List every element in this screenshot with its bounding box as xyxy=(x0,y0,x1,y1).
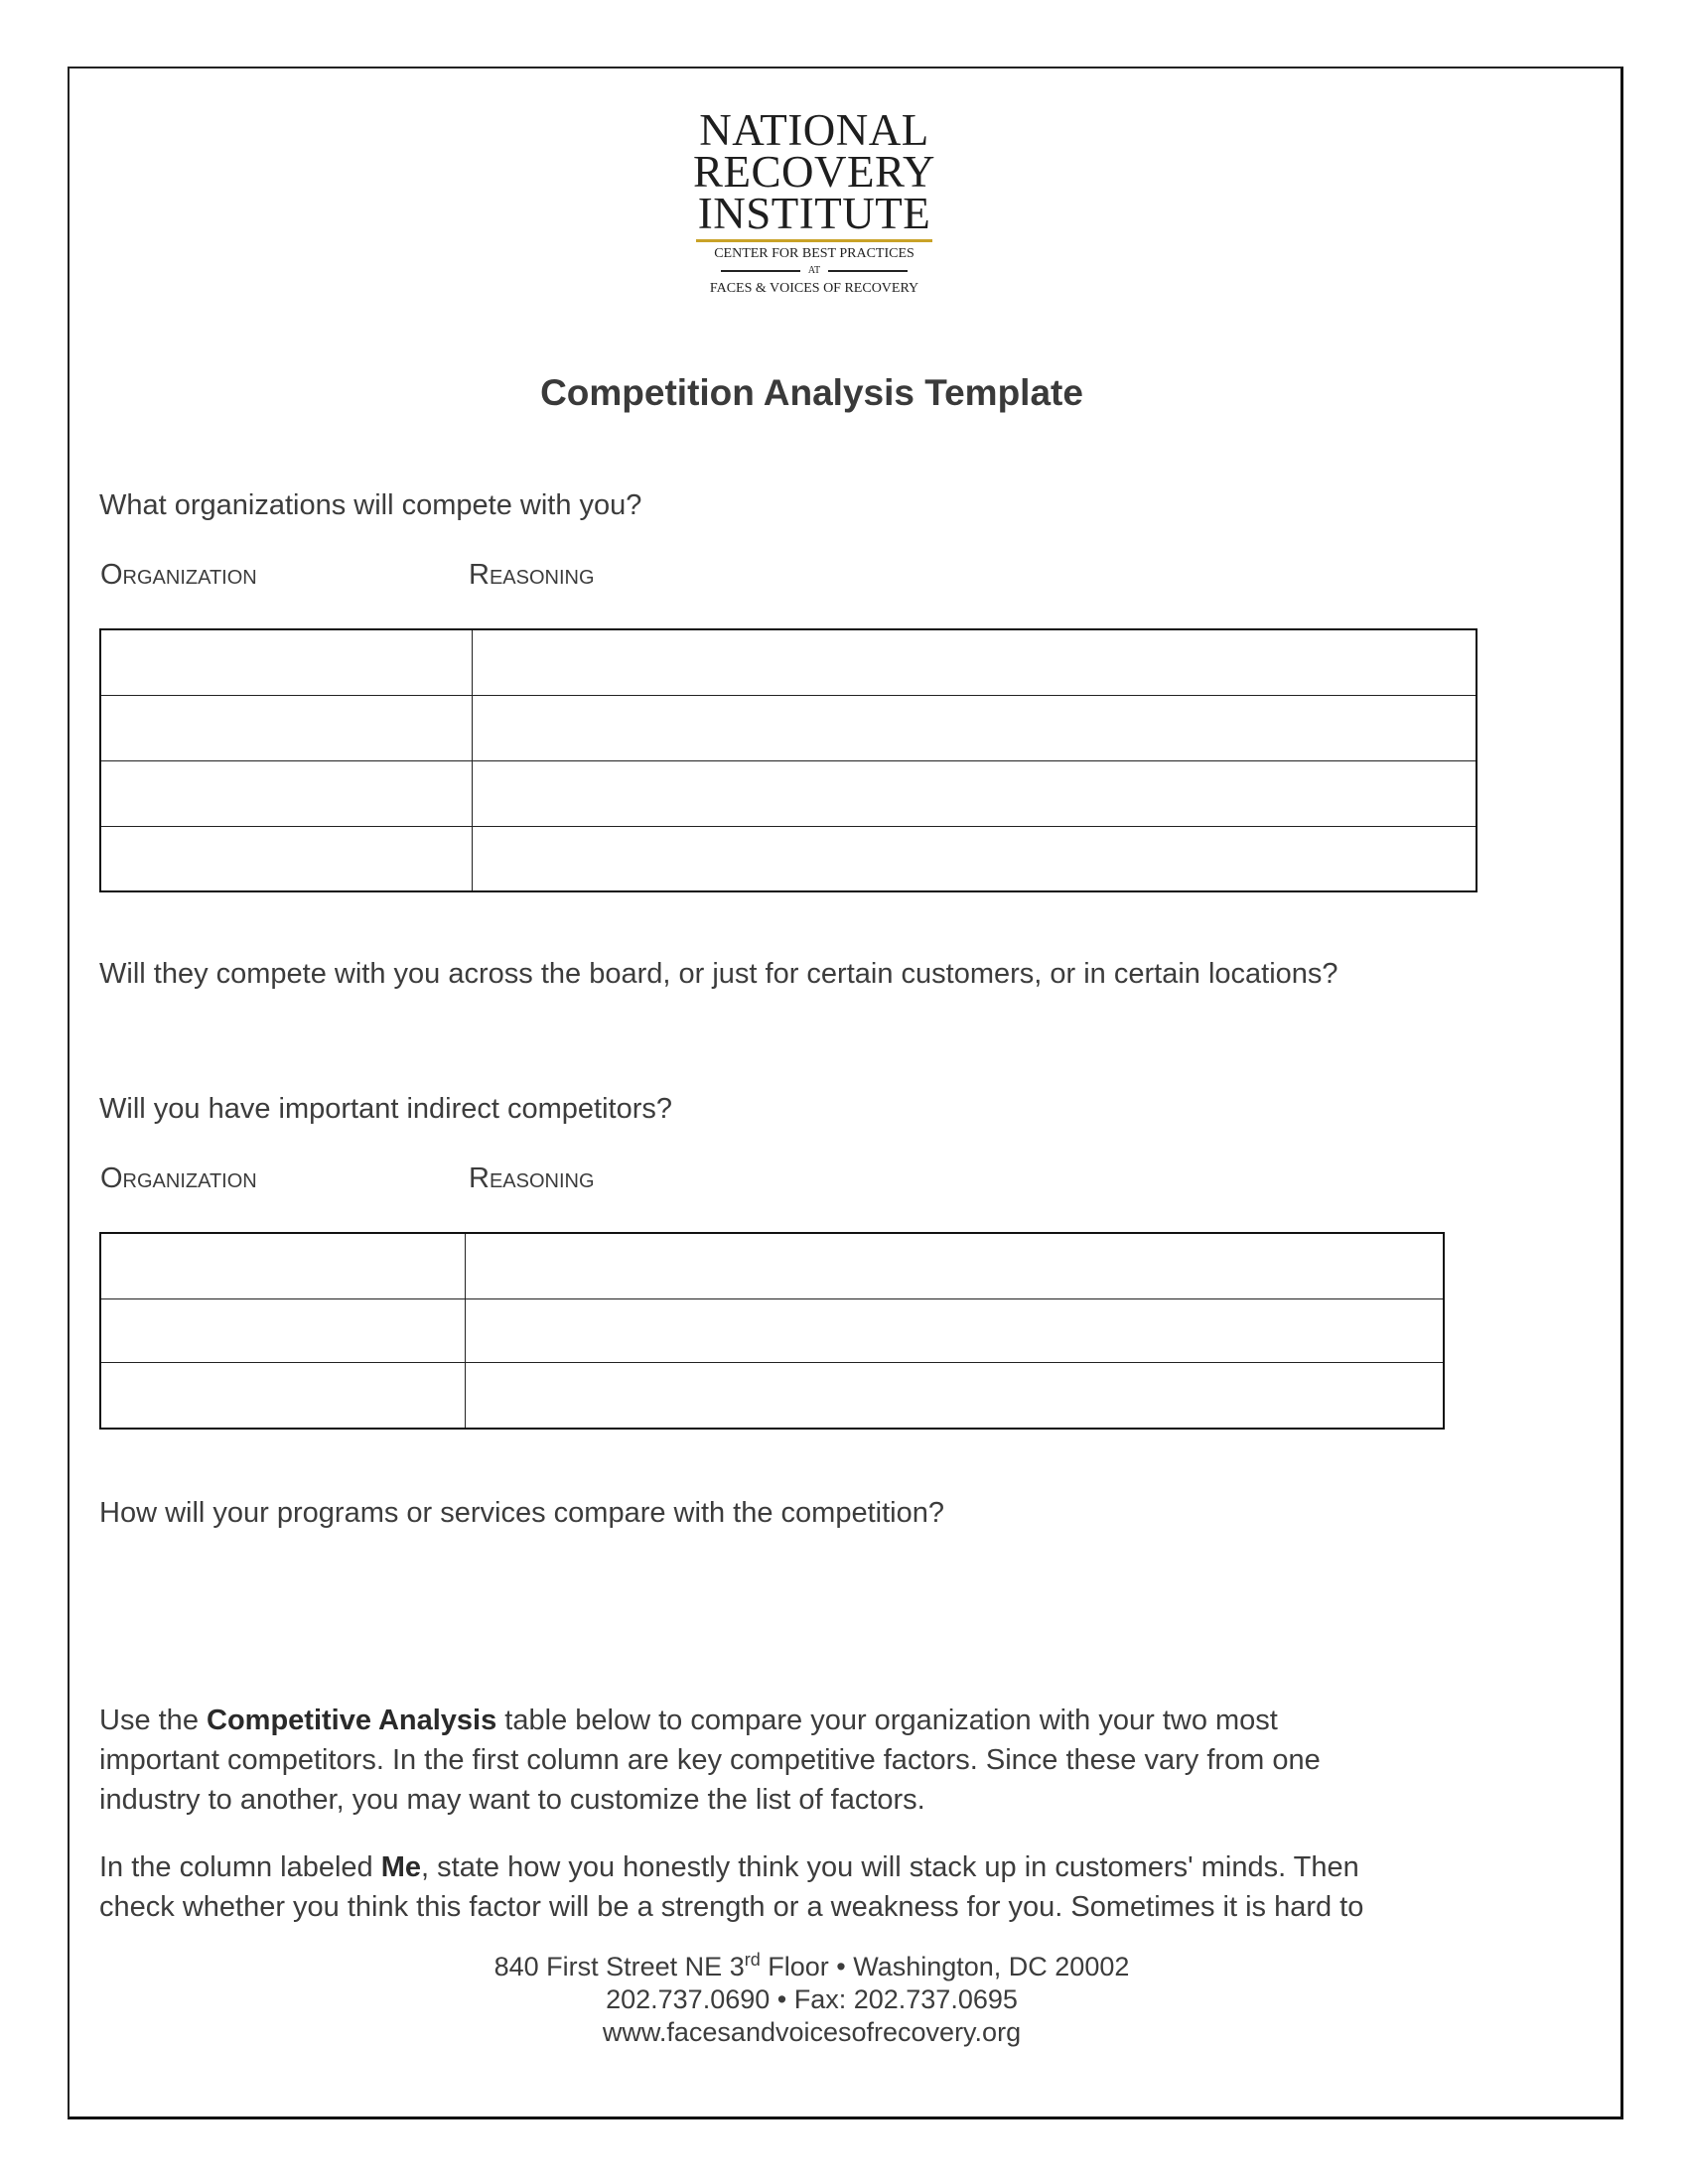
column-header-organization: Organization xyxy=(100,559,257,591)
footer-phone: 202.737.0690 • Fax: 202.737.0695 xyxy=(606,1984,1018,2014)
table-row xyxy=(100,695,1477,760)
reasoning-cell[interactable] xyxy=(473,760,1477,826)
para1-text-end: table below to compare your organization with your two most important competitors. In the first column are key competitive factors. Since these vary from one industry to another, you may want to customize the list of factors. xyxy=(99,1705,1321,1816)
para2-bold-term: Me xyxy=(380,1851,422,1883)
instructions-paragraph-2 xyxy=(99,1847,1390,1927)
logo-line-3: INSTITUTE xyxy=(697,189,931,238)
logo-at-text: AT xyxy=(807,265,821,276)
competitors-table xyxy=(99,628,1477,892)
footer-address xyxy=(0,1944,1623,1983)
organization-cell[interactable] xyxy=(100,1233,466,1298)
address-start: 840 First Street NE 3 xyxy=(493,1952,745,1981)
organization-cell[interactable] xyxy=(100,1362,466,1429)
para1-bold-term: Competitive Analysis xyxy=(207,1705,497,1736)
logo-rule-left xyxy=(721,270,800,272)
logo-line-2: RECOVERY xyxy=(692,147,936,197)
organization-cell[interactable] xyxy=(100,760,473,826)
logo-at-divider xyxy=(685,262,943,280)
table-row xyxy=(100,1298,1444,1362)
table-row xyxy=(100,1362,1444,1429)
question-competitors: What organizations will compete with you? xyxy=(99,489,642,521)
column-header-reasoning: Reasoning xyxy=(469,1162,595,1194)
page-title: Competition Analysis Template xyxy=(540,372,1083,413)
footer xyxy=(0,1944,1623,2049)
logo-subtitle-2: FACES & VOICES OF RECOVERY xyxy=(709,281,919,296)
organization-cell[interactable] xyxy=(100,826,473,891)
question-scope: Will they compete with you across the board, or just for certain customers, or in certain locations? xyxy=(99,958,1338,990)
reasoning-cell[interactable] xyxy=(473,629,1477,695)
para1-text-start: Use the xyxy=(99,1705,207,1736)
organization-cell[interactable] xyxy=(100,629,473,695)
instructions-paragraph-1 xyxy=(99,1701,1390,1820)
para2-text-end: , state how you honestly think you will stack up in customers' minds. Then check whether you think this factor will be a strength or a weakness for you. Sometimes it is hard to xyxy=(99,1851,1364,1923)
reasoning-cell[interactable] xyxy=(466,1233,1445,1298)
column-header-reasoning: Reasoning xyxy=(469,559,595,591)
question-compare-services: How will your programs or services compare with the competition? xyxy=(99,1497,944,1529)
indirect-competitors-table xyxy=(99,1232,1445,1430)
reasoning-cell[interactable] xyxy=(466,1298,1445,1362)
reasoning-cell[interactable] xyxy=(466,1362,1445,1429)
address-superscript: rd xyxy=(744,1950,761,1970)
table-row xyxy=(100,1233,1444,1298)
table-row xyxy=(100,760,1477,826)
question-indirect-competitors: Will you have important indirect competitors? xyxy=(99,1093,673,1125)
table-row xyxy=(100,826,1477,891)
logo-rule-right xyxy=(828,270,908,272)
logo xyxy=(685,105,943,298)
address-end: Floor • Washington, DC 20002 xyxy=(760,1952,1130,1981)
para2-text-start: In the column labeled xyxy=(99,1851,381,1883)
reasoning-cell[interactable] xyxy=(473,695,1477,760)
table-row xyxy=(100,629,1477,695)
reasoning-cell[interactable] xyxy=(473,826,1477,891)
footer-website[interactable]: www.facesandvoicesofrecovery.org xyxy=(602,2017,1022,2047)
logo-subtitle: CENTER FOR BEST PRACTICES xyxy=(714,246,914,261)
logo-accent-rule xyxy=(696,239,932,242)
organization-cell[interactable] xyxy=(100,1298,466,1362)
organization-cell[interactable] xyxy=(100,695,473,760)
column-header-organization: Organization xyxy=(100,1162,257,1194)
logo-line-1: NATIONAL xyxy=(699,105,929,155)
